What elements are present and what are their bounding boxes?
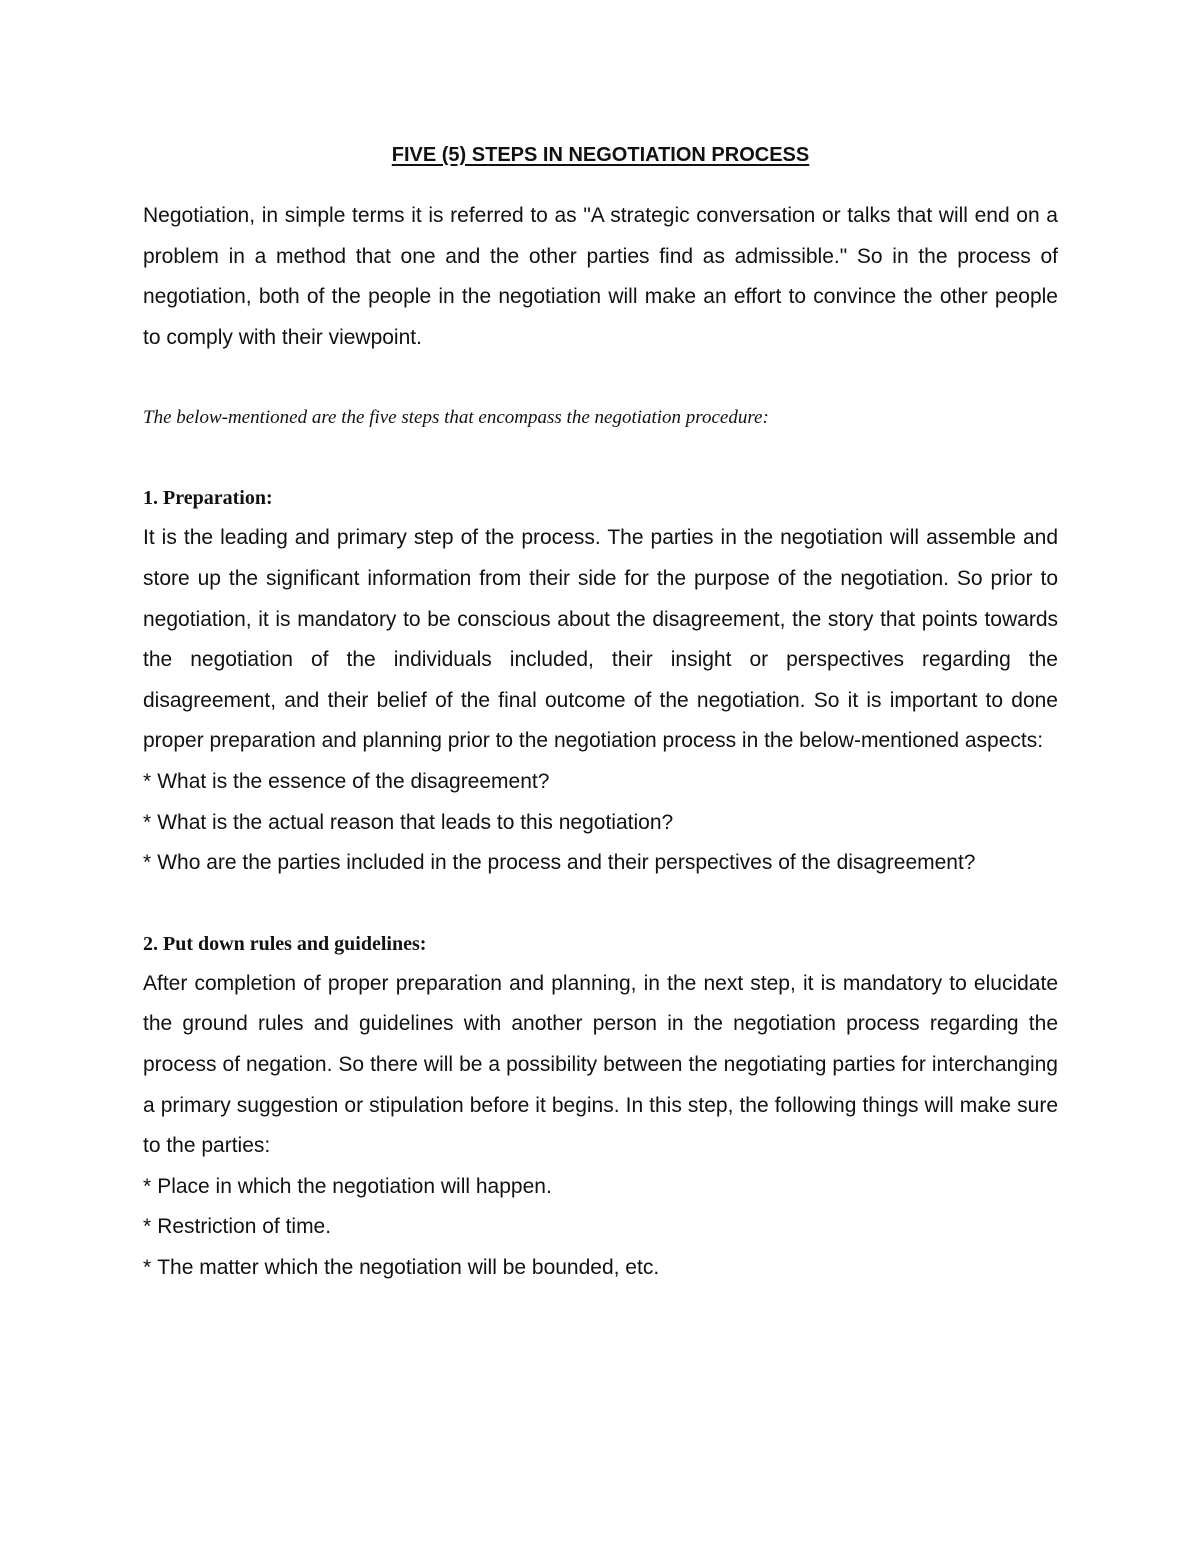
bullet-mark: * [143,851,152,875]
bullet-item [143,843,1058,884]
bullet-item [143,1167,1058,1208]
section-heading: 1. Preparation: [143,487,273,510]
bullet-text: What is the essence of the disagreement? [157,769,550,793]
bullet-list [143,762,1058,884]
steps-lead-sentence: The below-mentioned are the five steps that encompass the negotiation procedure: [143,407,769,429]
bullet-text: Who are the parties included in the process and their perspectives of the disagreement? [157,851,976,875]
section-preparation [143,478,1058,883]
bullet-text: What is the actual reason that leads to this negotiation? [157,810,674,834]
bullet-list [143,1167,1058,1289]
bullet-mark: * [143,769,152,793]
bullet-text: The matter which the negotiation will be bounded, etc. [157,1255,660,1279]
bullet-mark: * [143,1215,152,1239]
bullet-text: Place in which the negotiation will happen. [157,1174,552,1198]
section-body: It is the leading and primary step of the process. The parties in the negotiation will assemble and store up the significant information from their side for the purpose of the negotiation. So prior to negotiation, it is mandatory to be conscious about the disagreement, the story that points towards the negotiation of the individuals included, their insight or perspectives regarding the disagreement, and their belief of the final outcome of the negotiation. So it is important to done proper preparation and planning prior to the negotiation process in the below-mentioned aspects: [143,526,1058,753]
bullet-mark: * [143,1255,152,1279]
document-title: FIVE (5) STEPS IN NEGOTIATION PROCESS [391,144,810,166]
document-content [143,140,1058,1288]
bullet-mark: * [143,810,152,834]
bullet-item [143,1207,1058,1248]
intro-paragraph: Negotiation, in simple terms it is referred to as "A strategic conversation or talks that will end on a problem in a method that one and the other parties find as admissible." So in the process of negotiation, both of the people in the negotiation will make an effort to convince the other people to comply with their viewpoint. [143,204,1058,349]
section-rules-guidelines [143,924,1058,1289]
bullet-item [143,803,1058,844]
bullet-item [143,1248,1058,1289]
bullet-text: Restriction of time. [157,1215,332,1239]
bullet-mark: * [143,1174,152,1198]
section-body: After completion of proper preparation and planning, in the next step, it is mandatory to elucidate the ground rules and guidelines with another person in the negotiation process regarding the process of negation. So there will be a possibility between the negotiating parties for interchanging a primary suggestion or stipulation before it begins. In this step, the following things will make sure to the parties: [143,971,1058,1158]
bullet-item [143,762,1058,803]
section-heading: 2. Put down rules and guidelines: [143,932,427,955]
